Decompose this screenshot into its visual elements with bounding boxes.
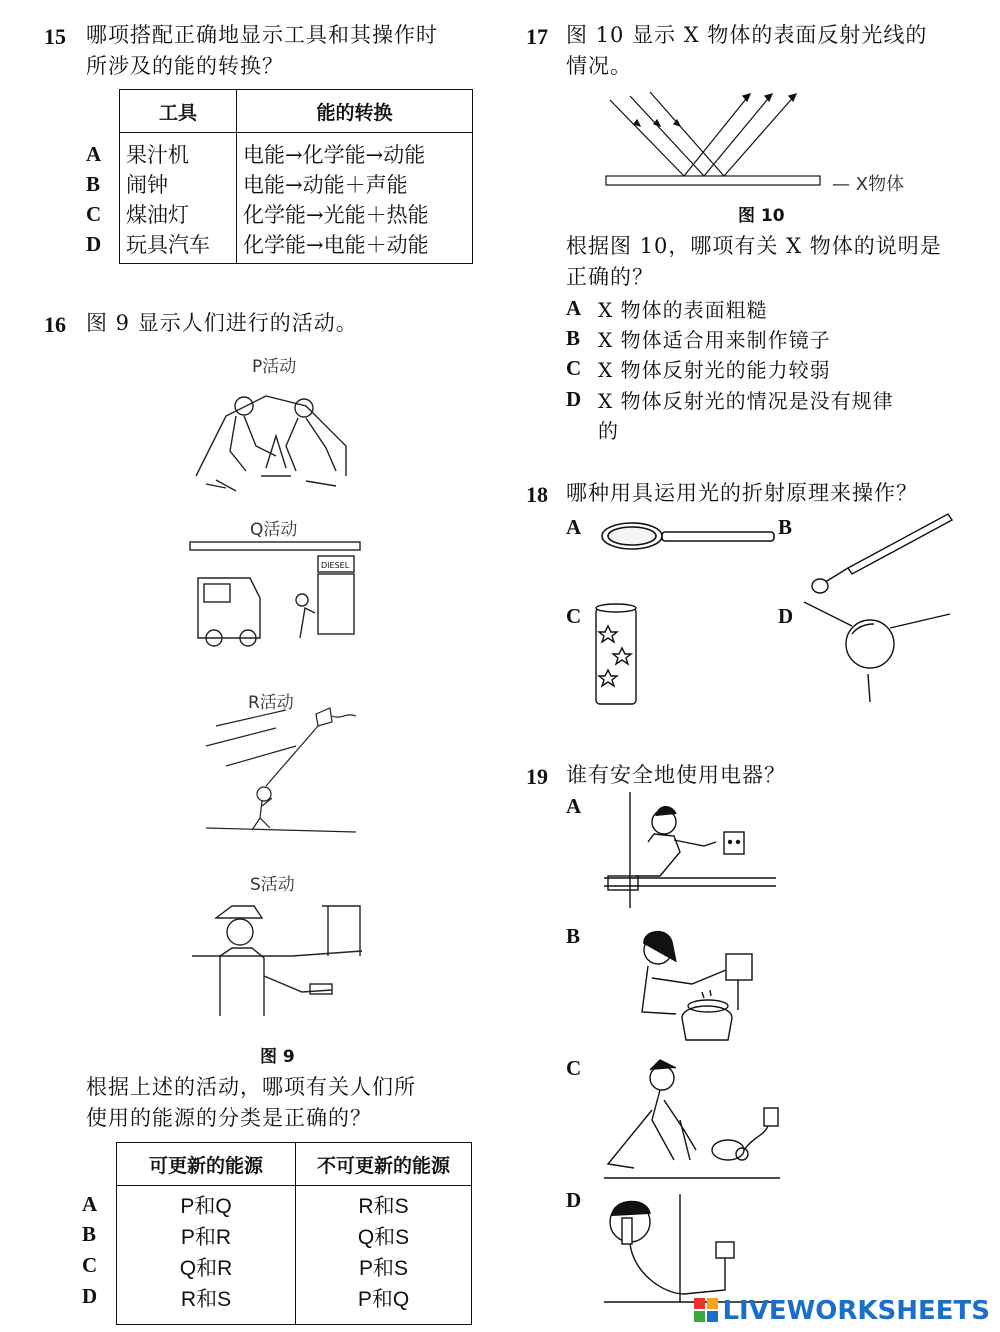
activity-s-label: S活动 bbox=[250, 875, 295, 895]
q17-letter-d: D bbox=[566, 387, 582, 411]
q16-nonrenewable-d: P和Q bbox=[357, 1288, 410, 1311]
q16-header-renewable: 可更新的能源 bbox=[117, 1143, 296, 1186]
q17-letter-a: A bbox=[566, 296, 582, 320]
q16-nonrenewable-b: Q和S bbox=[357, 1226, 410, 1249]
activity-r-illustration bbox=[206, 706, 366, 836]
q16-header-nonrenewable: 不可更新的能源 bbox=[296, 1143, 472, 1186]
q19-question-text: 谁有安全地使用电器？ bbox=[566, 763, 786, 787]
q17-question-line1: 图 10 显示 X 物体的表面反射光线的 bbox=[566, 23, 928, 47]
q15-energy-b: 电能→动能＋声能 bbox=[243, 173, 408, 197]
q16-letter-c: C bbox=[82, 1253, 98, 1277]
person-b-wet-hands-socket-illustration bbox=[622, 922, 762, 1052]
q18-letter-c: C bbox=[566, 604, 582, 628]
q17-number: 17 bbox=[526, 24, 548, 49]
q16-renewable-b: P和R bbox=[180, 1226, 232, 1249]
q15-tool-b: 闹钟 bbox=[126, 173, 168, 197]
q15-question-line2: 所涉及的能的转换？ bbox=[86, 54, 284, 78]
q17-letter-b: B bbox=[566, 326, 581, 350]
q16-prompt-line1: 根据上述的活动，哪项有关人们所 bbox=[86, 1075, 416, 1099]
q16-letter-a: A bbox=[82, 1192, 98, 1216]
activity-r-label: R活动 bbox=[248, 693, 294, 713]
q15-energy-d: 化学能→电能＋动能 bbox=[243, 233, 429, 257]
x-object-label: — X物体 bbox=[832, 174, 905, 195]
q15-tool-d: 玩具汽车 bbox=[126, 233, 210, 257]
q19-letter-c: C bbox=[566, 1056, 582, 1080]
q15-header-tool: 工具 bbox=[120, 90, 237, 133]
reflection-diagram bbox=[600, 84, 830, 194]
q16-number: 16 bbox=[44, 312, 66, 337]
q15-energy-c: 化学能→光能＋热能 bbox=[243, 203, 429, 227]
q17-option-d-line1: X 物体反射光的情况是没有规律 bbox=[598, 389, 894, 413]
q15-question-line1: 哪项搭配正确地显示工具和其操作时 bbox=[86, 23, 438, 47]
q16-table bbox=[116, 1142, 472, 1325]
magnifying-glass-icon bbox=[600, 518, 780, 554]
q15-letter-b: B bbox=[86, 172, 101, 196]
q15-table bbox=[119, 89, 473, 264]
q17-prompt-line2: 正确的？ bbox=[566, 265, 654, 289]
q16-renewable-a: P和Q bbox=[180, 1195, 232, 1218]
q17-option-d-line2: 的 bbox=[598, 419, 619, 443]
q15-tool-c: 煤油灯 bbox=[126, 203, 189, 227]
q19-letter-d: D bbox=[566, 1188, 582, 1212]
x-object-text: X物体 bbox=[855, 174, 905, 195]
activity-p-illustration bbox=[186, 376, 356, 496]
q17-option-a: X 物体的表面粗糙 bbox=[598, 298, 768, 322]
q17-question-line2: 情况。 bbox=[566, 54, 632, 78]
figure-9-caption: 图 9 bbox=[260, 1047, 295, 1067]
q17-prompt-line1: 根据图 10，哪项有关 X 物体的说明是 bbox=[566, 234, 942, 258]
person-d-phone-charging-illustration bbox=[604, 1194, 780, 1304]
person-a-plugging-socket-illustration bbox=[604, 792, 780, 910]
q18-letter-a: A bbox=[566, 515, 582, 539]
q15-energy-a: 电能→化学能→动能 bbox=[243, 143, 426, 167]
q16-letter-b: B bbox=[82, 1222, 97, 1246]
q15-header-energy: 能的转换 bbox=[237, 90, 473, 133]
q19-number: 19 bbox=[526, 764, 548, 789]
q16-renewable-c: Q和R bbox=[179, 1257, 233, 1280]
q18-letter-d: D bbox=[778, 604, 794, 628]
q16-nonrenewable-a: R和S bbox=[358, 1195, 409, 1218]
liveworksheets-watermark bbox=[694, 1296, 990, 1326]
q16-nonrenewable-c: P和S bbox=[358, 1257, 408, 1280]
q18-letter-b: B bbox=[778, 515, 793, 539]
q15-letter-d: D bbox=[86, 232, 102, 256]
q15-tool-a: 果汁机 bbox=[126, 143, 189, 167]
q16-question-text: 图 9 显示人们进行的活动。 bbox=[86, 311, 358, 335]
person-c-vacuum-cleaner-illustration bbox=[604, 1060, 780, 1180]
activity-s-illustration bbox=[192, 896, 362, 1021]
q15-number: 15 bbox=[44, 24, 66, 49]
q19-letter-b: B bbox=[566, 924, 581, 948]
dental-mirror-icon bbox=[808, 510, 958, 596]
q19-letter-a: A bbox=[566, 794, 582, 818]
q16-letter-d: D bbox=[82, 1284, 98, 1308]
activity-p-label: P活动 bbox=[252, 357, 297, 377]
q18-question-text: 哪种用具运用光的折射原理来操作？ bbox=[566, 481, 918, 505]
q16-prompt-line2: 使用的能源的分类是正确的？ bbox=[86, 1106, 372, 1130]
q15-letter-a: A bbox=[86, 142, 102, 166]
hanging-glass-ball-icon bbox=[804, 598, 954, 704]
q15-letter-c: C bbox=[86, 202, 102, 226]
q18-number: 18 bbox=[526, 482, 548, 507]
q17-option-b: X 物体适合用来制作镜子 bbox=[598, 328, 831, 352]
figure-10-caption: 图 10 bbox=[738, 206, 785, 226]
liveworksheets-text: LIVEWORKSHEETS bbox=[722, 1296, 990, 1326]
diesel-sign: DIESEL bbox=[321, 561, 350, 570]
q17-letter-c: C bbox=[566, 356, 582, 380]
activity-q-illustration bbox=[190, 538, 360, 648]
q17-option-c: X 物体反射光的能力较弱 bbox=[598, 358, 831, 382]
kaleidoscope-icon bbox=[594, 602, 638, 706]
q16-renewable-d: R和S bbox=[180, 1288, 232, 1311]
liveworksheets-logo-icon bbox=[694, 1298, 718, 1322]
activity-q-label: Q活动 bbox=[250, 520, 298, 540]
